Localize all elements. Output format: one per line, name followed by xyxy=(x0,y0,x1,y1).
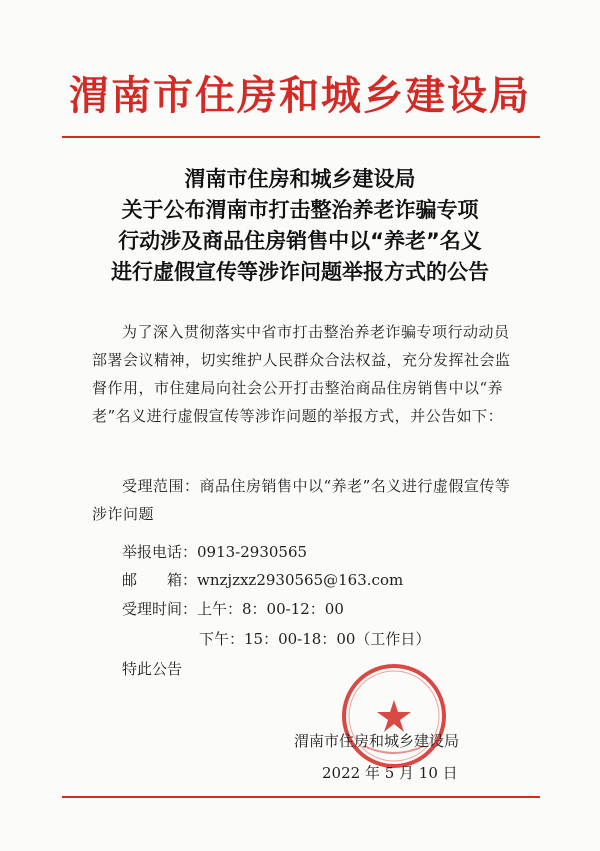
closing-text: 特此公告 xyxy=(122,660,183,678)
scope-paragraph: 受理范围：商品住房销售中以“养老”名义进行虚假宣传等涉诈问题 xyxy=(92,477,511,523)
title-line-4: 进行虚假宣传等涉诈问题举报方式的公告 xyxy=(111,260,489,284)
email-label: 邮 箱： xyxy=(122,571,198,589)
time-line-morning xyxy=(122,597,344,621)
phone-line: 举报电话：0913-2930565 xyxy=(122,543,308,561)
letterhead-title: 渭南市住房和城乡建设局 xyxy=(69,73,531,119)
title-line-1: 渭南市住房和城乡建设局 xyxy=(184,167,416,191)
announcement-title xyxy=(0,164,600,288)
time-label: 受理时间： xyxy=(122,600,198,618)
letterhead-divider xyxy=(62,136,540,138)
email-line xyxy=(122,568,403,592)
signature-org: 渭南市住房和城乡建设局 xyxy=(294,732,460,750)
title-line-2: 关于公布渭南市打击整治养老诈骗专项 xyxy=(121,198,479,222)
email-value: wnzjzxz2930565@163.com xyxy=(197,571,404,589)
intro-paragraph: 为了深入贯彻落实中省市打击整治养老诈骗专项行动动员部署会议精神，切实维护人民群众合法权益，充分发挥社会监督作用，市住建局向社会公开打击整治商品住房销售中以“养老”名义进行虚假宣传等涉诈问题的举报方式，并公告如下： xyxy=(92,323,511,425)
time-morning: 上午：8：00-12：00 xyxy=(197,600,344,618)
footer-divider xyxy=(62,796,540,798)
official-seal xyxy=(338,660,450,772)
signature-date: 2022 年 5 月 10 日 xyxy=(322,764,458,782)
title-line-3: 行动涉及商品住房销售中以“养老”名义 xyxy=(118,229,482,253)
time-afternoon: 下午：15：00-18：00（工作日） xyxy=(199,630,431,648)
